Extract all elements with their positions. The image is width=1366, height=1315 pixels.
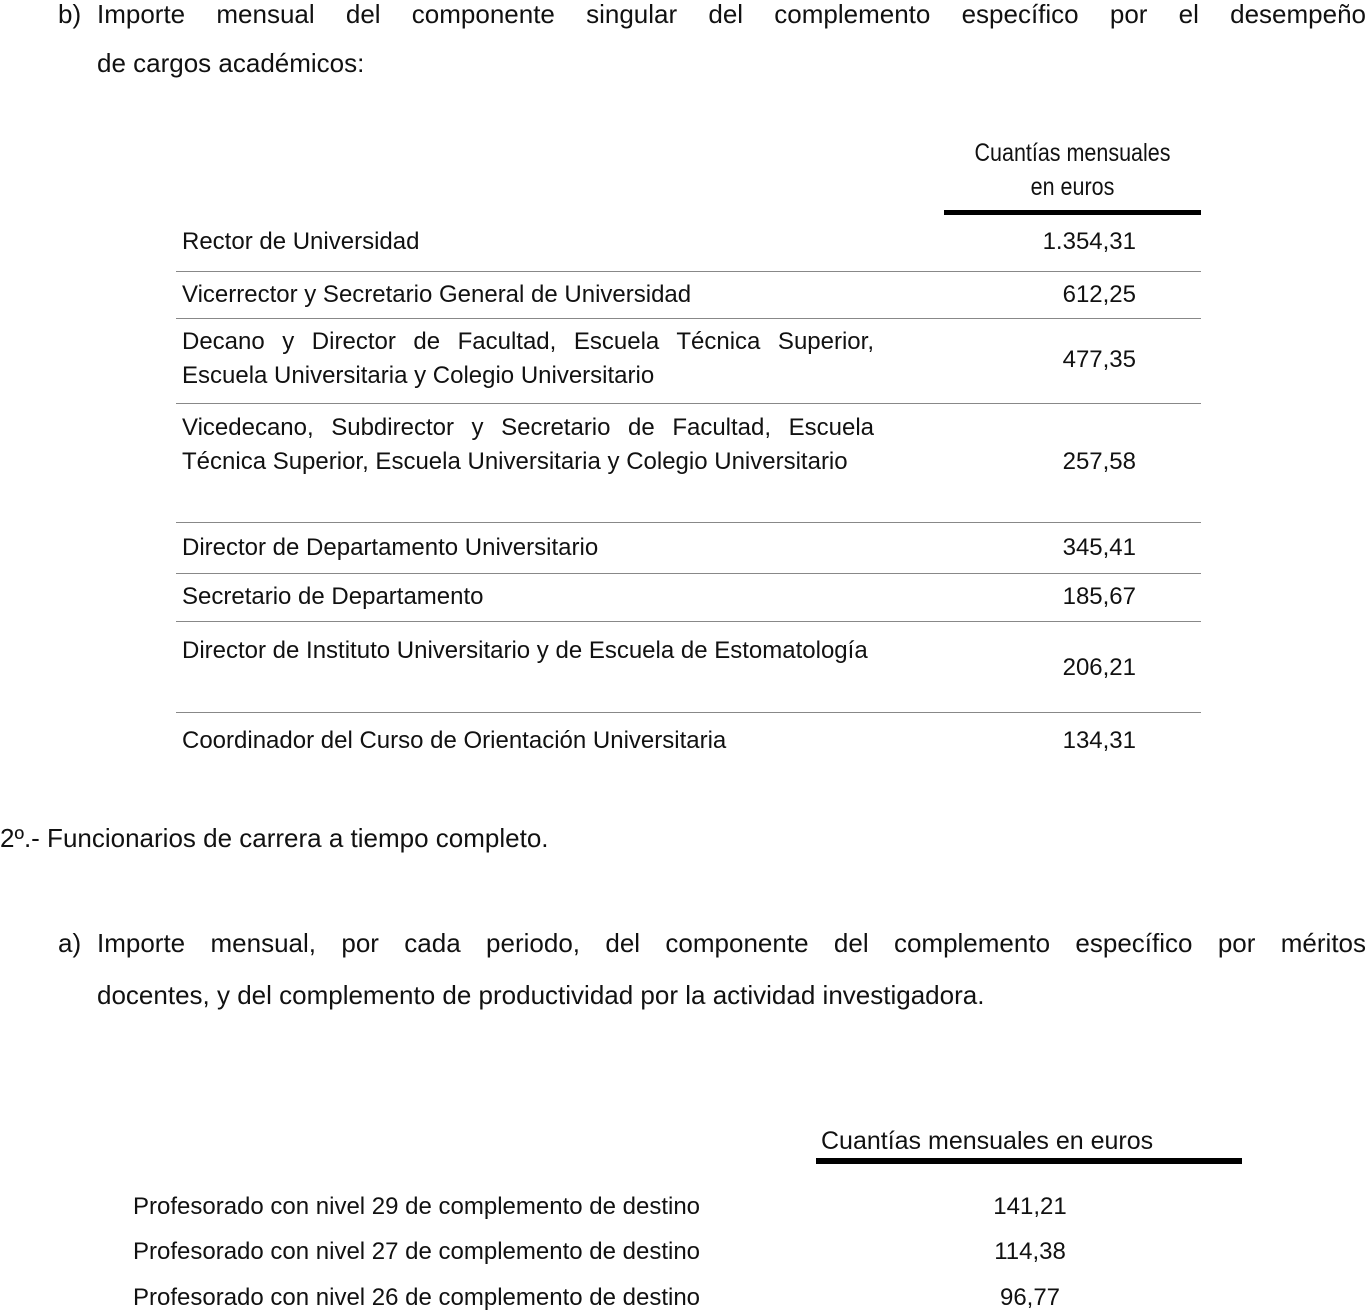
row-value: 134,31 xyxy=(1062,727,1136,754)
row-value: 185,67 xyxy=(1062,583,1136,610)
row-label: Decano y Director de Facultad, Escuela Técnica Superior, Escuela Universitaria y Colegio Universitario xyxy=(182,328,874,389)
table2-header-text: Cuantías mensuales en euros xyxy=(821,1127,1154,1155)
row-value: 612,25 xyxy=(1062,281,1136,308)
row-value: 206,21 xyxy=(1062,654,1136,681)
table1-header-text: Cuantías mensuales en euros xyxy=(974,139,1171,201)
row-value: 477,35 xyxy=(1062,346,1136,373)
row-label: Vicerrector y Secretario General de Universidad xyxy=(182,281,692,308)
section-a-paragraph xyxy=(58,919,1366,1020)
row-label: Vicedecano, Subdirector y Secretario de Facultad, Escuela Técnica Superior, Escuela Universitaria y Colegio Universitario xyxy=(182,414,874,475)
section-b-text-line2: de cargos académicos: xyxy=(97,48,365,78)
section-b-marker: b) xyxy=(58,0,82,29)
table-row xyxy=(176,621,1201,712)
row-label: Profesorado con nivel 29 de complemento de destino xyxy=(133,1193,701,1220)
row-label: Director de Instituto Universitario y de Escuela de Estomatología xyxy=(182,637,868,664)
row-label: Profesorado con nivel 27 de complemento de destino xyxy=(133,1238,701,1265)
row-label: Secretario de Departamento xyxy=(182,583,484,610)
section-heading-funcionarios: 2º.- Funcionarios de carrera a tiempo completo. xyxy=(0,823,549,853)
row-value: 257,58 xyxy=(1062,448,1136,475)
table-row xyxy=(176,224,1201,271)
row-value: 141,21 xyxy=(993,1193,1067,1220)
row-value: 114,38 xyxy=(994,1238,1066,1265)
table-row xyxy=(176,522,1201,573)
table1-header xyxy=(944,136,1201,215)
row-value: 96,77 xyxy=(999,1284,1061,1311)
section-a-marker: a) xyxy=(58,928,82,958)
row-value: 1.354,31 xyxy=(1042,228,1136,255)
table2-header xyxy=(816,1120,1242,1164)
row-label: Profesorado con nivel 26 de complemento de destino xyxy=(133,1284,701,1311)
table-row xyxy=(176,573,1201,621)
table-row xyxy=(176,403,1201,522)
table-row xyxy=(176,712,1201,764)
section-b-paragraph xyxy=(58,0,1366,88)
section-a-text-line1: Importe mensual, por cada periodo, del componente del complemento específico por méritos xyxy=(97,928,1366,958)
row-value: 345,41 xyxy=(1062,534,1136,561)
section-a-text-line2: docentes, y del complemento de productividad por la actividad investigadora. xyxy=(97,980,985,1010)
row-label: Rector de Universidad xyxy=(182,228,420,255)
row-label: Coordinador del Curso de Orientación Universitaria xyxy=(182,727,727,754)
table-row xyxy=(176,271,1201,318)
row-label: Director de Departamento Universitario xyxy=(182,534,599,561)
section-b-text-line1: Importe mensual del componente singular del complemento específico por el desempeño xyxy=(97,0,1366,29)
table-row xyxy=(176,318,1201,403)
